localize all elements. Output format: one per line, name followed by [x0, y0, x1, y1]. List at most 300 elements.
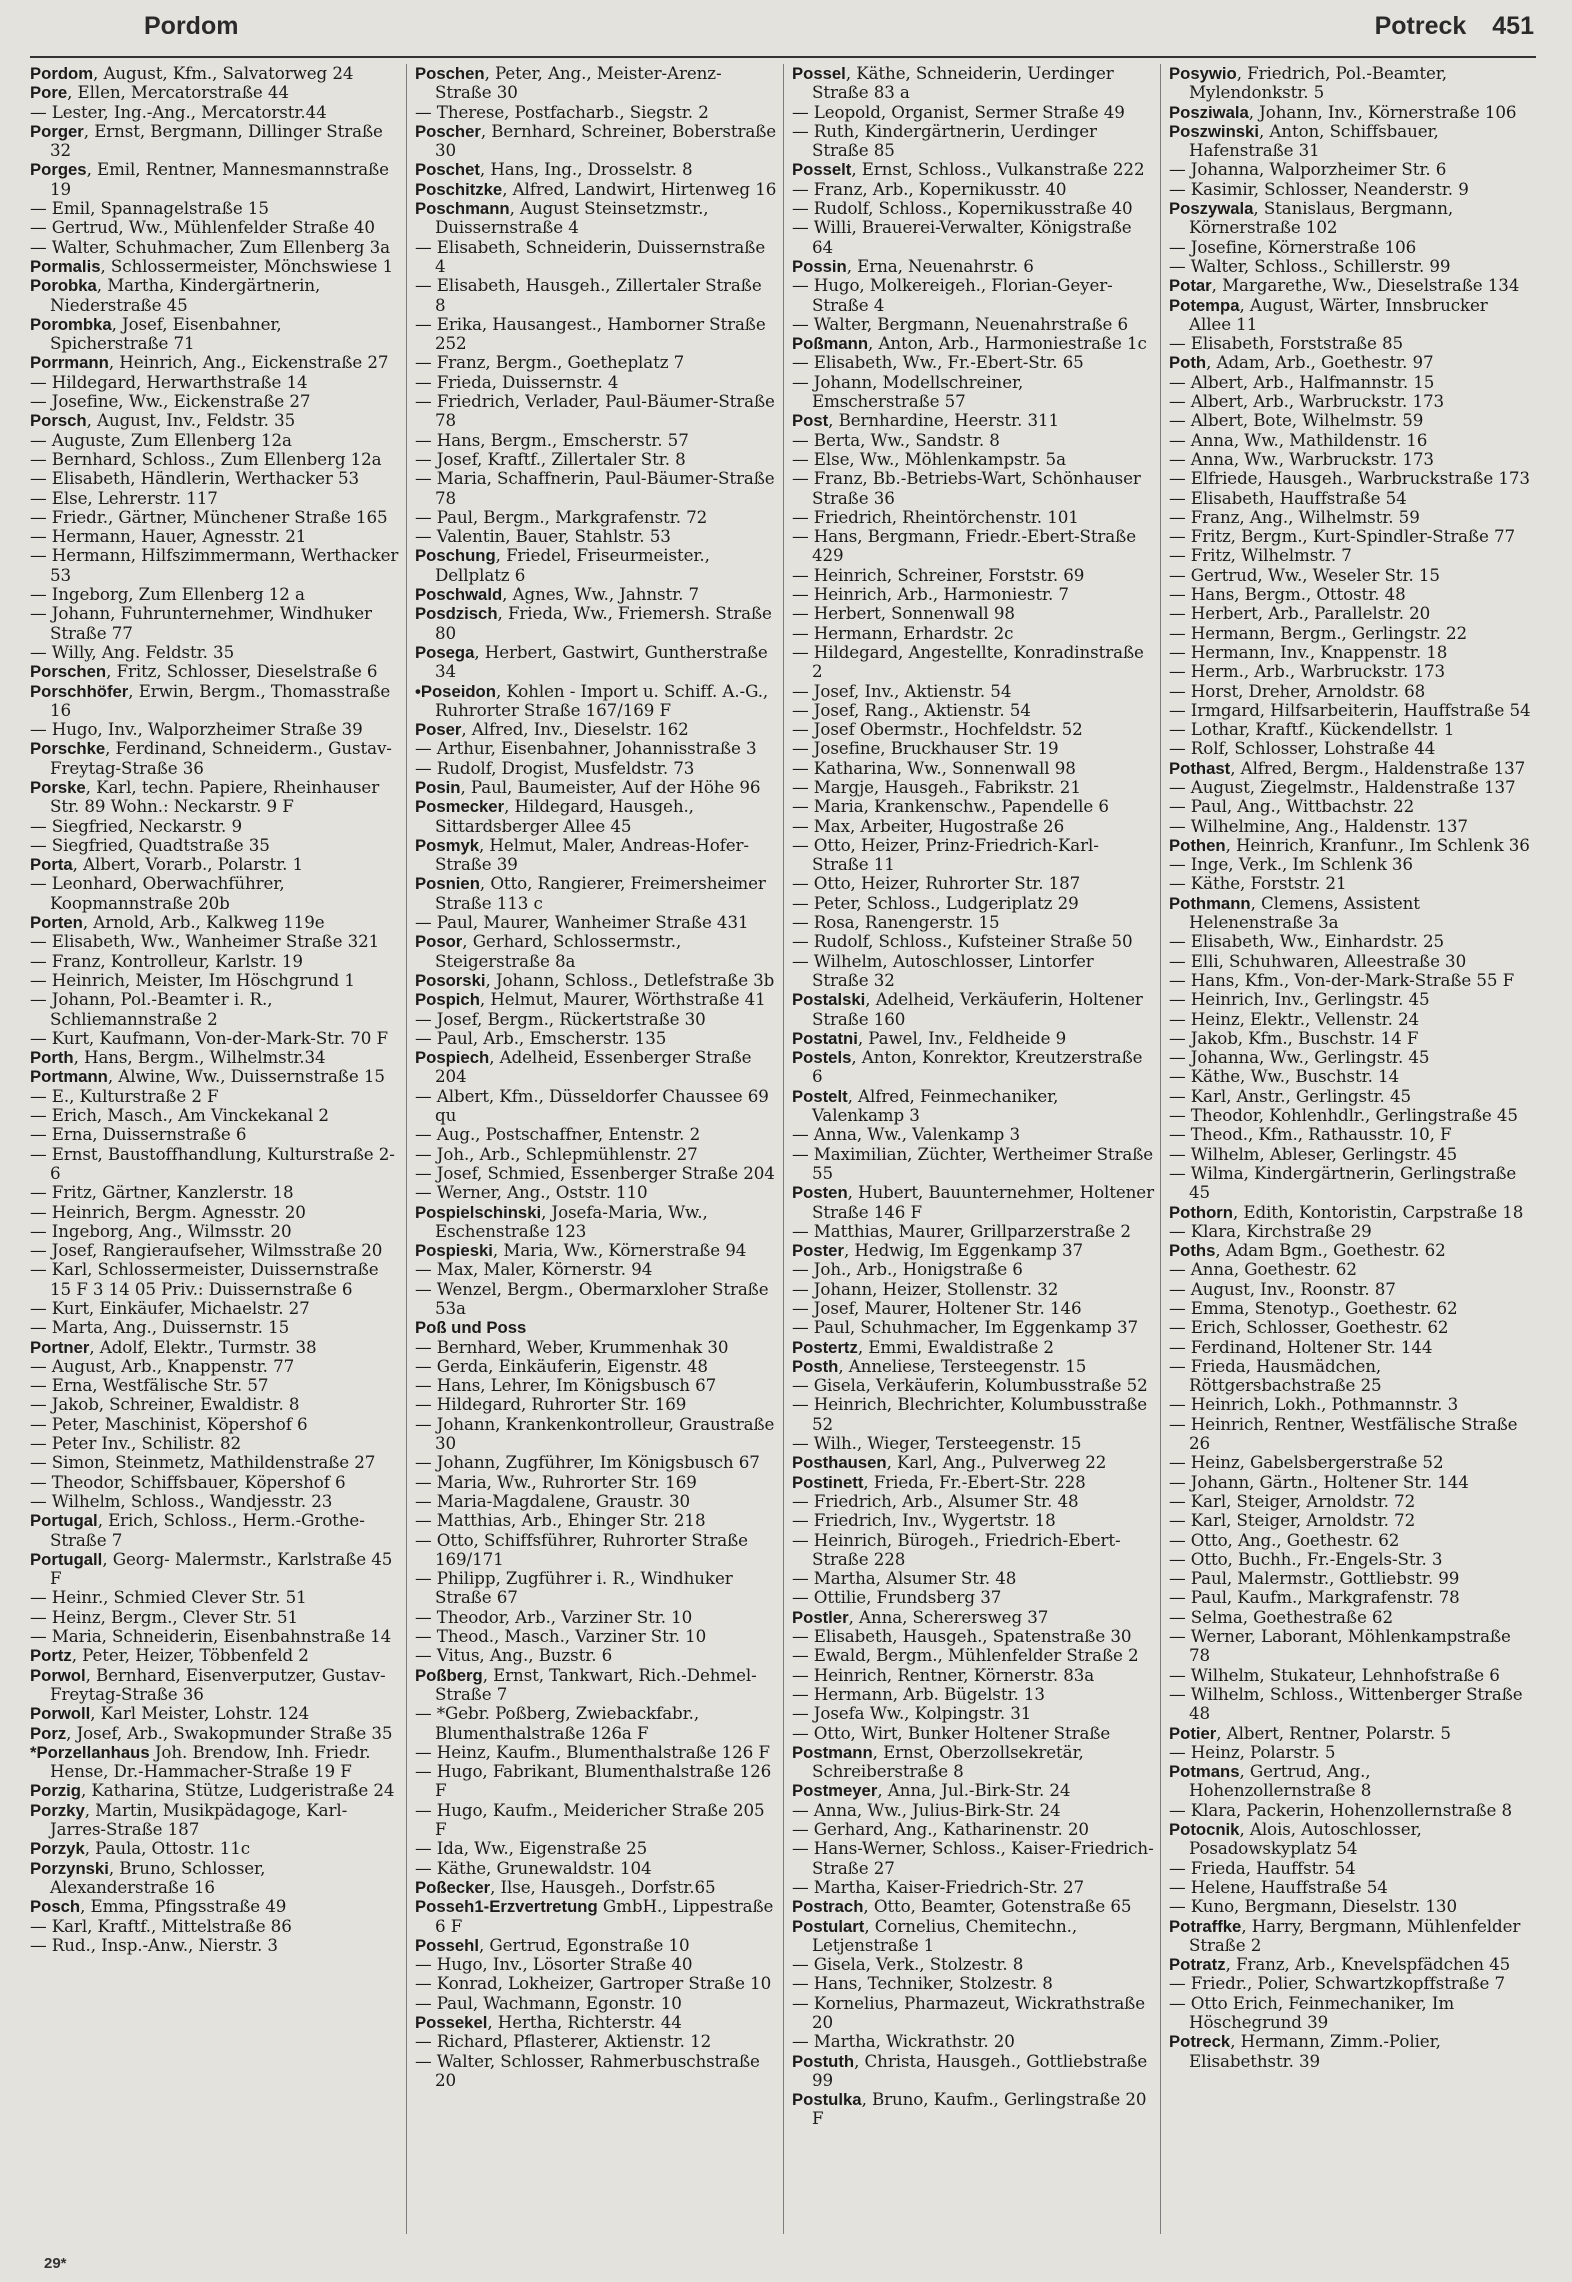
entry-details: — Ingeborg, Ang., Wilmsstr. 20 [30, 1220, 292, 1241]
directory-entry [415, 1839, 777, 1858]
entry-details: , Alfred, Landwirt, Hirtenweg 16 [502, 178, 777, 199]
column-3 [784, 64, 1161, 2234]
entry-details: — Karl, Anstr., Gerlingstr. 45 [1169, 1085, 1411, 1106]
entry-details: — Hans, Bergmann, Friedr.-Ebert-Straße 429 [792, 526, 1136, 566]
directory-entry [792, 604, 1154, 623]
directory-entry [30, 276, 400, 315]
entry-details: — Margje, Hausgeh., Fabrikstr. 21 [792, 776, 1081, 797]
directory-entry [1169, 952, 1532, 971]
entry-surname: Possel [792, 64, 846, 83]
directory-entry [415, 778, 777, 797]
directory-entry [415, 2052, 777, 2091]
entry-details: — Johann, Pol.-Beamter i. R., Schliemannstraße 2 [30, 989, 273, 1029]
directory-entry [415, 913, 777, 932]
entry-details: , Ferdinand, Schneiderm., Gustav-Freytag-Straße 36 [50, 738, 392, 778]
entry-surname: Porombka [30, 314, 112, 334]
column-2 [407, 64, 784, 2234]
entry-details: — Konrad, Lokheizer, Gartroper Straße 10 [415, 1973, 772, 1994]
entry-details: — Lothar, Kraftf., Kückendellstr. 1 [1169, 719, 1455, 740]
directory-entry [1169, 624, 1532, 643]
entry-surname: Potmans [1169, 1762, 1240, 1782]
entry-details: — Gerda, Einkäuferin, Eigenstr. 48 [415, 1355, 708, 1376]
directory-entry [415, 1531, 777, 1570]
entry-details: , Bernhard, Schreiner, Boberstraße 30 [435, 120, 777, 161]
entry-details: , Cornelius, Chemitechn., Letjenstraße 1 [812, 1915, 1078, 1955]
entry-surname: Pospiech [415, 1048, 490, 1068]
entry-surname: Poser [415, 720, 462, 740]
directory-entry [415, 1994, 777, 2013]
entry-details: , Hertha, Richterstr. 44 [487, 2011, 682, 2032]
entry-details: — Erna, Westfälische Str. 57 [30, 1375, 269, 1396]
directory-entry [792, 836, 1154, 875]
directory-entry [30, 1646, 400, 1665]
directory-entry [792, 874, 1154, 893]
directory-entry [792, 411, 1154, 430]
entry-details: — Paul, Schuhmacher, Im Eggenkamp 37 [792, 1317, 1139, 1338]
directory-entry [1169, 990, 1532, 1009]
entry-details: — Frieda, Hauffstr. 54 [1169, 1857, 1356, 1878]
directory-entry [415, 1743, 777, 1762]
entry-details: , Hans, Bergm., Wilhelmstr.34 [73, 1047, 326, 1068]
directory-entry [1169, 894, 1532, 933]
entry-details: — Hugo, Kaufm., Meidericher Straße 205 F [415, 1799, 765, 1840]
entry-details: — Friedrich, Arb., Alsumer Str. 48 [792, 1490, 1079, 1511]
directory-entry [792, 1608, 1154, 1627]
entry-details: — Heinrich, Rentner, Körnerstr. 83a [792, 1664, 1095, 1685]
columns [30, 64, 1538, 2234]
entry-details: — Karl, Kraftf., Mittelstraße 86 [30, 1915, 292, 1936]
entry-details: — Karl, Steiger, Arnoldstr. 72 [1169, 1490, 1416, 1511]
entry-details: — Klara, Kirchstraße 29 [1169, 1220, 1372, 1241]
directory-entry [792, 1395, 1154, 1434]
entry-details: — Heinz, Gabelsbergerstraße 52 [1169, 1452, 1444, 1473]
entry-surname: Postinett [792, 1472, 864, 1492]
entry-details: , Helmut, Maler, Andreas-Hofer-Straße 39 [435, 834, 749, 875]
entry-details: , Ernst, Schloss., Vulkanstraße 222 [851, 159, 1145, 180]
entry-details: — Paul, Wachmann, Egonstr. 10 [415, 1992, 682, 2013]
directory-entry [415, 64, 777, 103]
entry-details: — Martha, Kaiser-Friedrich-Str. 27 [792, 1876, 1085, 1897]
directory-entry [30, 1029, 400, 1048]
entry-details: — Vitus, Ang., Buzstr. 6 [415, 1645, 613, 1666]
entry-details: — Josef, Rangieraufseher, Wilmsstraße 20 [30, 1240, 383, 1261]
directory-entry [415, 469, 777, 508]
directory-entry [30, 315, 400, 354]
directory-entry [792, 643, 1154, 682]
entry-details: , August, Inv., Feldstr. 35 [86, 410, 296, 431]
directory-entry [792, 218, 1154, 257]
entry-details: — Berta, Ww., Sandstr. 8 [792, 429, 1000, 450]
directory-entry [792, 276, 1154, 315]
directory-entry [415, 1183, 777, 1202]
entry-surname: Porske [30, 777, 86, 797]
entry-details: , Albert, Rentner, Polarstr. 5 [1216, 1722, 1451, 1743]
directory-entry [30, 1395, 400, 1414]
directory-entry [1169, 373, 1532, 392]
directory-entry [792, 1280, 1154, 1299]
entry-details: — Theodor, Kohlenhdlr., Gerlingstraße 45 [1169, 1105, 1518, 1126]
entry-details: — Rudolf, Schloss., Kopernikusstraße 40 [792, 198, 1133, 219]
directory-entry [415, 1646, 777, 1665]
entry-details: — Erika, Hausangest., Hamborner Straße 252 [415, 313, 766, 354]
entry-details: — Käthe, Forststr. 21 [1169, 873, 1347, 894]
directory-entry [30, 450, 400, 469]
directory-entry [792, 566, 1154, 585]
entry-details: — Josefine, Ww., Eickenstraße 27 [30, 391, 311, 412]
entry-details: — Heinrich, Bergm. Agnesstr. 20 [30, 1201, 306, 1222]
entry-details: — Herbert, Arb., Parallelstr. 20 [1169, 603, 1431, 624]
entry-details: , Hildegard, Hausgeh., Sittardsberger Allee 45 [435, 796, 694, 836]
entry-details: — Elisabeth, Hausgeh., Spatenstraße 30 [792, 1626, 1132, 1647]
directory-entry [30, 1376, 400, 1395]
entry-details: — Hans, Kfm., Von-der-Mark-Straße 55 F [1169, 969, 1515, 990]
directory-entry [415, 238, 777, 277]
directory-entry [792, 1974, 1154, 1993]
directory-entry [30, 1260, 400, 1299]
entry-details: , Georg- Malermstr., Karlstraße 45 F [50, 1548, 393, 1589]
directory-entry [1169, 682, 1532, 701]
entry-details: — Hans-Werner, Schloss., Kaiser-Friedrich-Straße 27 [792, 1838, 1154, 1878]
entry-details: , Josefa-Maria, Ww., Eschenstraße 123 [435, 1201, 708, 1241]
entry-details: , Ernst, Tankwart, Rich.-Dehmel-Straße 7 [435, 1664, 757, 1704]
entry-details: — Elli, Schuhwaren, Alleestraße 30 [1169, 950, 1467, 971]
entry-details: — Elisabeth, Hauffstraße 54 [1169, 487, 1407, 508]
directory-entry [1169, 1395, 1532, 1414]
entry-details: — Heinz, Elektr., Vellenstr. 24 [1169, 1008, 1420, 1029]
entry-details: , Adolf, Elektr., Turmstr. 38 [89, 1336, 317, 1357]
directory-entry [30, 1917, 400, 1936]
directory-entry [30, 431, 400, 450]
entry-details: — Elisabeth, Ww., Wanheimer Straße 321 [30, 931, 380, 952]
entry-details: — Hans, Bergm., Emscherstr. 57 [415, 429, 689, 450]
directory-entry [1169, 1260, 1532, 1279]
directory-entry [1169, 855, 1532, 874]
entry-details: — Friedrich, Verlader, Paul-Bäumer-Straße 78 [415, 391, 775, 431]
entry-surname: Posselt [792, 160, 852, 180]
entry-details: — Otto, Ang., Goethestr. 62 [1169, 1529, 1400, 1550]
entry-surname: Posin [415, 777, 461, 797]
entry-details: — Max, Maler, Körnerstr. 94 [415, 1259, 653, 1280]
entry-surname: Postelt [792, 1086, 848, 1106]
directory-entry [792, 1801, 1154, 1820]
directory-entry [30, 1724, 400, 1743]
entry-details: — Rudolf, Drogist, Musfeldstr. 73 [415, 757, 695, 778]
directory-entry [30, 1550, 400, 1589]
entry-details: , Gertrud, Egonstraße 10 [479, 1934, 690, 1955]
directory-entry [30, 257, 400, 276]
entry-details: — Willy, Ang. Feldstr. 35 [30, 641, 235, 662]
entry-surname: Poszywala [1169, 199, 1254, 219]
entry-details: — Theodor, Arb., Varziner Str. 10 [415, 1606, 693, 1627]
directory-entry [30, 1627, 400, 1646]
entry-details: — Werner, Laborant, Möhlenkampstraße 78 [1169, 1626, 1511, 1666]
directory-entry [30, 990, 400, 1029]
directory-entry [1169, 160, 1532, 179]
directory-entry [415, 1627, 777, 1646]
entry-details: , Helmut, Maurer, Wörthstraße 41 [479, 989, 766, 1010]
entry-details: , Alois, Autoschlosser, Posadowskyplatz 54 [1189, 1819, 1422, 1859]
entry-details: — Heinz, Kaufm., Blumenthalstraße 126 F [415, 1741, 770, 1762]
directory-entry [30, 103, 400, 122]
directory-entry [1169, 1241, 1532, 1260]
directory-entry [792, 1994, 1154, 2033]
directory-entry [30, 1087, 400, 1106]
entry-details: — Leonhard, Oberwachführer, Koopmannstraße 20b [30, 873, 285, 913]
entry-details: — Ewald, Bergm., Mühlenfelder Straße 2 [792, 1645, 1139, 1666]
directory-entry [792, 2090, 1154, 2129]
directory-entry [792, 894, 1154, 913]
directory-entry [30, 1492, 400, 1511]
entry-details: — Hermann, Arb. Bügelstr. 13 [792, 1683, 1045, 1704]
directory-entry [1169, 1820, 1532, 1859]
entry-details: — Hans, Techniker, Stolzestr. 8 [792, 1973, 1053, 1994]
entry-details: — Matthias, Maurer, Grillparzerstraße 2 [792, 1220, 1131, 1241]
entry-surname: Postulka [792, 2090, 862, 2110]
directory-entry [415, 315, 777, 354]
entry-details: — Klara, Packerin, Hohenzollernstraße 8 [1169, 1799, 1513, 1820]
directory-entry [1169, 604, 1532, 623]
entry-details: — Johann, Krankenkontrolleur, Graustraße 30 [415, 1413, 775, 1454]
entry-details: — Valentin, Bauer, Stahlstr. 53 [415, 526, 671, 547]
entry-details: , Gerhard, Schlossermstr., Steigerstraße 8a [435, 931, 682, 971]
directory-entry [792, 1820, 1154, 1839]
entry-details: — Fritz, Gärtner, Kanzlerstr. 18 [30, 1182, 294, 1203]
entry-details: , Fritz, Schlosser, Dieselstraße 6 [106, 661, 378, 682]
directory-entry [1169, 585, 1532, 604]
entry-details: — Karl, Steiger, Arnoldstr. 72 [1169, 1510, 1416, 1531]
directory-entry [1169, 1318, 1532, 1337]
directory-entry [30, 508, 400, 527]
directory-entry [415, 1376, 777, 1395]
entry-details: — Horst, Dreher, Arnoldstr. 68 [1169, 680, 1426, 701]
directory-entry [1169, 971, 1532, 990]
directory-entry [30, 489, 400, 508]
directory-entry [1169, 122, 1532, 161]
entry-details: — Elfriede, Hausgeh., Warbruckstraße 173 [1169, 468, 1530, 489]
entry-details: — Hermann, Erhardstr. 2c [792, 622, 1014, 643]
entry-details: , Emil, Rentner, Mannesmannstraße 19 [50, 159, 389, 199]
entry-details: — Heinrich, Bürogeh., Friedrich-Ebert-Straße 228 [792, 1529, 1121, 1569]
entry-surname: Porschen [30, 662, 107, 682]
directory-entry [30, 971, 400, 990]
directory-entry [415, 2032, 777, 2051]
entry-details: — Rolf, Schlosser, Lohstraße 44 [1169, 738, 1436, 759]
directory-entry [415, 932, 777, 971]
entry-surname: Porten [30, 913, 83, 933]
directory-entry [1169, 566, 1532, 585]
page-number: 451 [1492, 12, 1534, 40]
directory-entry [415, 1048, 777, 1087]
directory-entry [415, 546, 777, 585]
entry-details: — Walter, Schloss., Schillerstr. 99 [1169, 255, 1451, 276]
directory-entry [792, 1569, 1154, 1588]
directory-entry [415, 1608, 777, 1627]
entry-surname: Porwol [30, 1665, 86, 1685]
entry-surname: Poth [1169, 353, 1207, 373]
entry-surname: Poschung [415, 546, 496, 566]
directory-entry [30, 1801, 400, 1840]
directory-entry [1169, 353, 1532, 372]
entry-surname: Posthausen [792, 1453, 887, 1473]
entry-details: — Paul, Maurer, Wanheimer Straße 431 [415, 912, 749, 933]
directory-entry [30, 1048, 400, 1067]
directory-entry [1169, 662, 1532, 681]
entry-details: — Elisabeth, Händlerin, Werthacker 53 [30, 468, 359, 489]
directory-entry [30, 720, 400, 739]
directory-entry [30, 1781, 400, 1800]
entry-details: — Albert, Arb., Halfmannstr. 15 [1169, 371, 1435, 392]
entry-surname: Portmann [30, 1067, 108, 1087]
entry-details: — Heinrich, Meister, Im Höschgrund 1 [30, 969, 355, 990]
entry-details: — Anna, Ww., Mathildenstr. 16 [1169, 429, 1428, 450]
directory-entry [792, 160, 1154, 179]
entry-details: , Herbert, Gastwirt, Guntherstraße 34 [435, 641, 768, 682]
entry-details: , Peter, Heizer, Többenfeld 2 [71, 1645, 309, 1666]
directory-entry [415, 1029, 777, 1048]
directory-entry [415, 1125, 777, 1144]
directory-entry [1169, 1666, 1532, 1685]
entry-details: , Johann, Schloss., Detlefstraße 3b [485, 969, 775, 990]
entry-surname: Porwoll [30, 1704, 91, 1724]
entry-details: — Joh., Arb., Schlepmühlenstr. 27 [415, 1143, 698, 1164]
entry-surname: Porzky [30, 1800, 85, 1820]
entry-surname: Posdzisch [415, 604, 498, 624]
directory-entry [1169, 546, 1532, 565]
entry-details: — Kasimir, Schlosser, Neanderstr. 9 [1169, 178, 1469, 199]
entry-details: , Erwin, Bergm., Thomasstraße 16 [50, 680, 391, 720]
header-right [1375, 12, 1538, 41]
entry-details: — *Gebr. Poßberg, Zwiebackfabr., Blumenthalstraße 126a F [415, 1703, 700, 1743]
entry-surname: Poßecker [415, 1877, 491, 1897]
directory-entry [1169, 508, 1532, 527]
directory-entry [1169, 817, 1532, 836]
directory-entry [415, 527, 777, 546]
directory-entry [1169, 1724, 1532, 1743]
entry-details: , Friedel, Friseurmeister., Dellplatz 6 [435, 545, 710, 585]
entry-details: — Friedrich, Rheintörchenstr. 101 [792, 506, 1079, 527]
directory-entry [30, 1608, 400, 1627]
entry-details: , Erna, Neuenahrstr. 6 [846, 255, 1034, 276]
directory-entry [792, 469, 1154, 508]
entry-surname: Posten [792, 1183, 848, 1203]
entry-details: — Otto, Heizer, Prinz-Friedrich-Karl-Straße 11 [792, 834, 1099, 875]
directory-entry [30, 1511, 400, 1550]
entry-surname: Posorski [415, 970, 486, 990]
entry-surname: Poschen [415, 64, 485, 83]
entry-details: , Alfred, Inv., Dieselstr. 162 [461, 719, 689, 740]
directory-entry [415, 1704, 777, 1743]
entry-details: — Maria, Schaffnerin, Paul-Bäumer-Straße 78 [415, 468, 775, 508]
directory-entry [792, 334, 1154, 353]
directory-entry [1169, 238, 1532, 257]
entry-details: — Else, Ww., Möhlenkampstr. 5a [792, 448, 1066, 469]
entry-details: , Paul, Baumeister, Auf der Höhe 96 [460, 776, 761, 797]
entry-surname: *Porzellanhaus [30, 1742, 150, 1762]
entry-details: , Franz, Arb., Knevelspfädchen 45 [1225, 1954, 1511, 1975]
directory-entry [415, 508, 777, 527]
directory-entry [30, 1067, 400, 1086]
entry-surname: Porzig [30, 1781, 81, 1801]
entry-details: , Maria, Ww., Körnerstraße 94 [492, 1240, 747, 1261]
entry-details: — Kuno, Bergmann, Dieselstr. 130 [1169, 1896, 1457, 1917]
entry-surname: Potratz [1169, 1955, 1226, 1975]
column-1 [30, 64, 407, 2234]
directory-entry [792, 315, 1154, 334]
directory-entry [792, 1955, 1154, 1974]
directory-entry [1169, 1531, 1532, 1550]
directory-entry [1169, 739, 1532, 758]
entry-surname: Portugall [30, 1549, 103, 1569]
directory-entry [30, 682, 400, 721]
directory-entry [1169, 1801, 1532, 1820]
entry-surname: Pospielschinski [415, 1202, 542, 1222]
directory-entry [415, 1878, 777, 1897]
entry-details: , Adam, Arb., Goethestr. 97 [1206, 352, 1434, 373]
entry-details: — Paul, Kaufm., Markgrafenstr. 78 [1169, 1587, 1460, 1608]
directory-entry [792, 1878, 1154, 1897]
entry-surname: Porges [30, 160, 87, 180]
directory-entry [792, 1917, 1154, 1956]
directory-entry [1169, 527, 1532, 546]
entry-details: — Erich, Schlosser, Goethestr. 62 [1169, 1317, 1449, 1338]
directory-entry [792, 682, 1154, 701]
directory-entry [1169, 932, 1532, 951]
entry-details: — Walter, Bergmann, Neuenahrstraße 6 [792, 313, 1129, 334]
directory-entry [1169, 1762, 1532, 1801]
entry-details: — Therese, Postfacharb., Siegstr. 2 [415, 101, 709, 122]
directory-entry [415, 180, 777, 199]
directory-entry [1169, 1550, 1532, 1569]
directory-entry [30, 739, 400, 778]
entry-details: , Bruno, Schlosser, Alexanderstraße 16 [50, 1857, 266, 1897]
entry-details: GmbH., Lippestraße 6 F [435, 1896, 774, 1936]
directory-entry [792, 2032, 1154, 2051]
directory-entry [30, 1106, 400, 1125]
entry-details: — Siegfried, Neckarstr. 9 [30, 815, 242, 836]
directory-entry [1169, 1627, 1532, 1666]
entry-details: — Peter, Schloss., Ludgeriplatz 29 [792, 892, 1079, 913]
directory-entry [792, 952, 1154, 991]
entry-surname: Posziwala [1169, 102, 1249, 122]
directory-entry [30, 1415, 400, 1434]
directory-entry [1169, 469, 1532, 488]
directory-entry [1169, 1010, 1532, 1029]
entry-surname: Potocnik [1169, 1820, 1240, 1840]
entry-details: — Elisabeth, Forststraße 85 [1169, 333, 1403, 354]
directory-entry [30, 1897, 400, 1916]
directory-entry [30, 392, 400, 411]
directory-entry [792, 1627, 1154, 1646]
entry-surname: •Poseidon [415, 681, 496, 701]
directory-entry [415, 604, 777, 643]
entry-details: — Paul, Malermstr., Gottliebstr. 99 [1169, 1568, 1460, 1589]
entry-details: — Gerhard, Ang., Katharinenstr. 20 [792, 1819, 1089, 1840]
entry-surname: Poschmann [415, 199, 510, 219]
entry-surname: Poths [1169, 1241, 1216, 1261]
directory-entry [30, 353, 400, 372]
entry-details: — Heinr., Schmied Clever Str. 51 [30, 1587, 307, 1608]
directory-entry [30, 643, 400, 662]
entry-details: — Elisabeth, Ww., Einhardstr. 25 [1169, 931, 1445, 952]
entry-details: — Heinrich, Inv., Gerlingstr. 45 [1169, 989, 1430, 1010]
directory-entry [792, 1511, 1154, 1530]
entry-details: — Friedr., Gärtner, Münchener Straße 165 [30, 506, 388, 527]
entry-surname: Pothast [1169, 758, 1231, 778]
directory-entry [30, 83, 400, 102]
entry-details: , Johann, Inv., Körnerstraße 106 [1248, 101, 1517, 122]
entry-details: — Katharina, Ww., Sonnenwall 98 [792, 757, 1076, 778]
directory-entry [1169, 720, 1532, 739]
